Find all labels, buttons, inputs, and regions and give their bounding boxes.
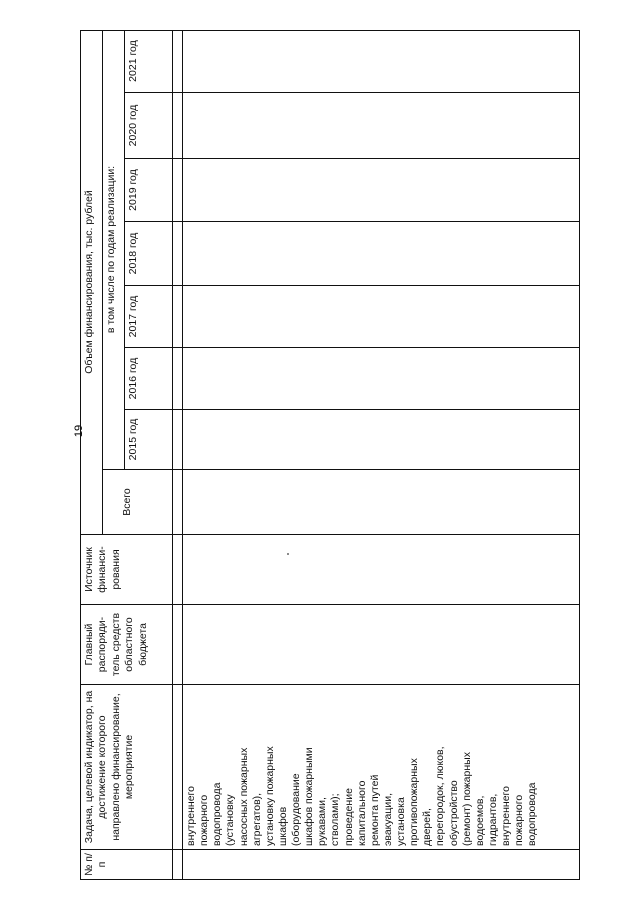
task-line: водопровода xyxy=(526,782,539,846)
task-line: внутреннего xyxy=(185,786,197,846)
task-line: рукавами, xyxy=(316,797,329,846)
task-line: пожарного xyxy=(513,794,526,846)
page-number: 19 xyxy=(73,424,85,438)
task-line: стволами); xyxy=(329,793,342,846)
task-line: внутреннего xyxy=(500,786,512,846)
row-year-value xyxy=(182,348,580,410)
rotated-table xyxy=(80,30,580,880)
header-year: 2016 год xyxy=(124,348,172,410)
row-admin xyxy=(182,605,580,685)
separator-cell xyxy=(172,605,182,685)
row-source xyxy=(182,535,580,605)
task-line: агрегатов), xyxy=(250,792,263,846)
header-source: Источник финанси-рования xyxy=(80,535,172,605)
task-line: перегородок, люков, xyxy=(434,746,447,846)
row-year-value xyxy=(182,222,580,286)
task-line: установка xyxy=(395,797,407,846)
task-line: пожарного xyxy=(198,794,211,846)
task-line: капитального xyxy=(355,780,368,846)
separator-cell xyxy=(172,93,182,159)
task-line: дверей, xyxy=(421,808,434,846)
row-year-value xyxy=(182,410,580,470)
header-finance: Объем финансирования, тыс. рублей xyxy=(80,30,102,535)
header-year: 2019 год xyxy=(124,159,172,222)
header-year: 2018 год xyxy=(124,222,172,286)
task-line: (оборудование xyxy=(290,773,302,846)
task-line: (установку xyxy=(224,794,237,846)
separator-cell xyxy=(172,850,182,880)
task-line: гидрантов, xyxy=(486,793,499,846)
header-year: 2021 год xyxy=(124,30,172,93)
row-year-value xyxy=(182,93,580,159)
header-admin: Главный распоряди-тель средств областного бюджета xyxy=(80,605,172,685)
separator-cell xyxy=(172,30,182,93)
header-by-years: в том числе по годам реализации: xyxy=(102,30,124,470)
header-year: 2020 год xyxy=(124,93,172,159)
separator-cell xyxy=(172,535,182,605)
separator-cell xyxy=(172,348,182,410)
row-year-value xyxy=(182,30,580,93)
header-year: 2015 год xyxy=(124,410,172,470)
separator-cell xyxy=(172,222,182,286)
header-num: № п/п xyxy=(80,850,172,880)
row-task xyxy=(182,685,580,850)
row-year-value xyxy=(182,159,580,222)
separator-cell xyxy=(172,470,182,535)
task-line: установку пожарных xyxy=(263,746,276,846)
row-total xyxy=(182,470,580,535)
separator-cell xyxy=(172,159,182,222)
separator-cell xyxy=(172,410,182,470)
task-line: водопровода xyxy=(211,782,224,846)
row-year-value xyxy=(182,286,580,348)
task-line: шкафов пожарными xyxy=(303,747,316,846)
header-year: 2017 год xyxy=(124,286,172,348)
task-line: шкафов xyxy=(276,806,289,846)
separator-cell xyxy=(172,286,182,348)
task-line: (ремонт) пожарных xyxy=(460,752,473,846)
task-line: ремонта путей xyxy=(368,774,381,846)
task-line: противопожарных xyxy=(408,758,421,846)
row-num xyxy=(182,850,580,880)
task-line: эвакуации, xyxy=(381,792,394,846)
task-line: проведение xyxy=(342,788,355,846)
header-total: Всего xyxy=(102,470,172,535)
task-line: обустройство xyxy=(447,780,460,846)
task-line: насосных пожарных xyxy=(237,747,250,846)
task-line: водоемов, xyxy=(473,795,486,846)
header-task: Задача, целевой индикатор, на достижение которого направлено финансирование, мероприятие xyxy=(80,685,172,850)
separator-cell xyxy=(172,685,182,850)
